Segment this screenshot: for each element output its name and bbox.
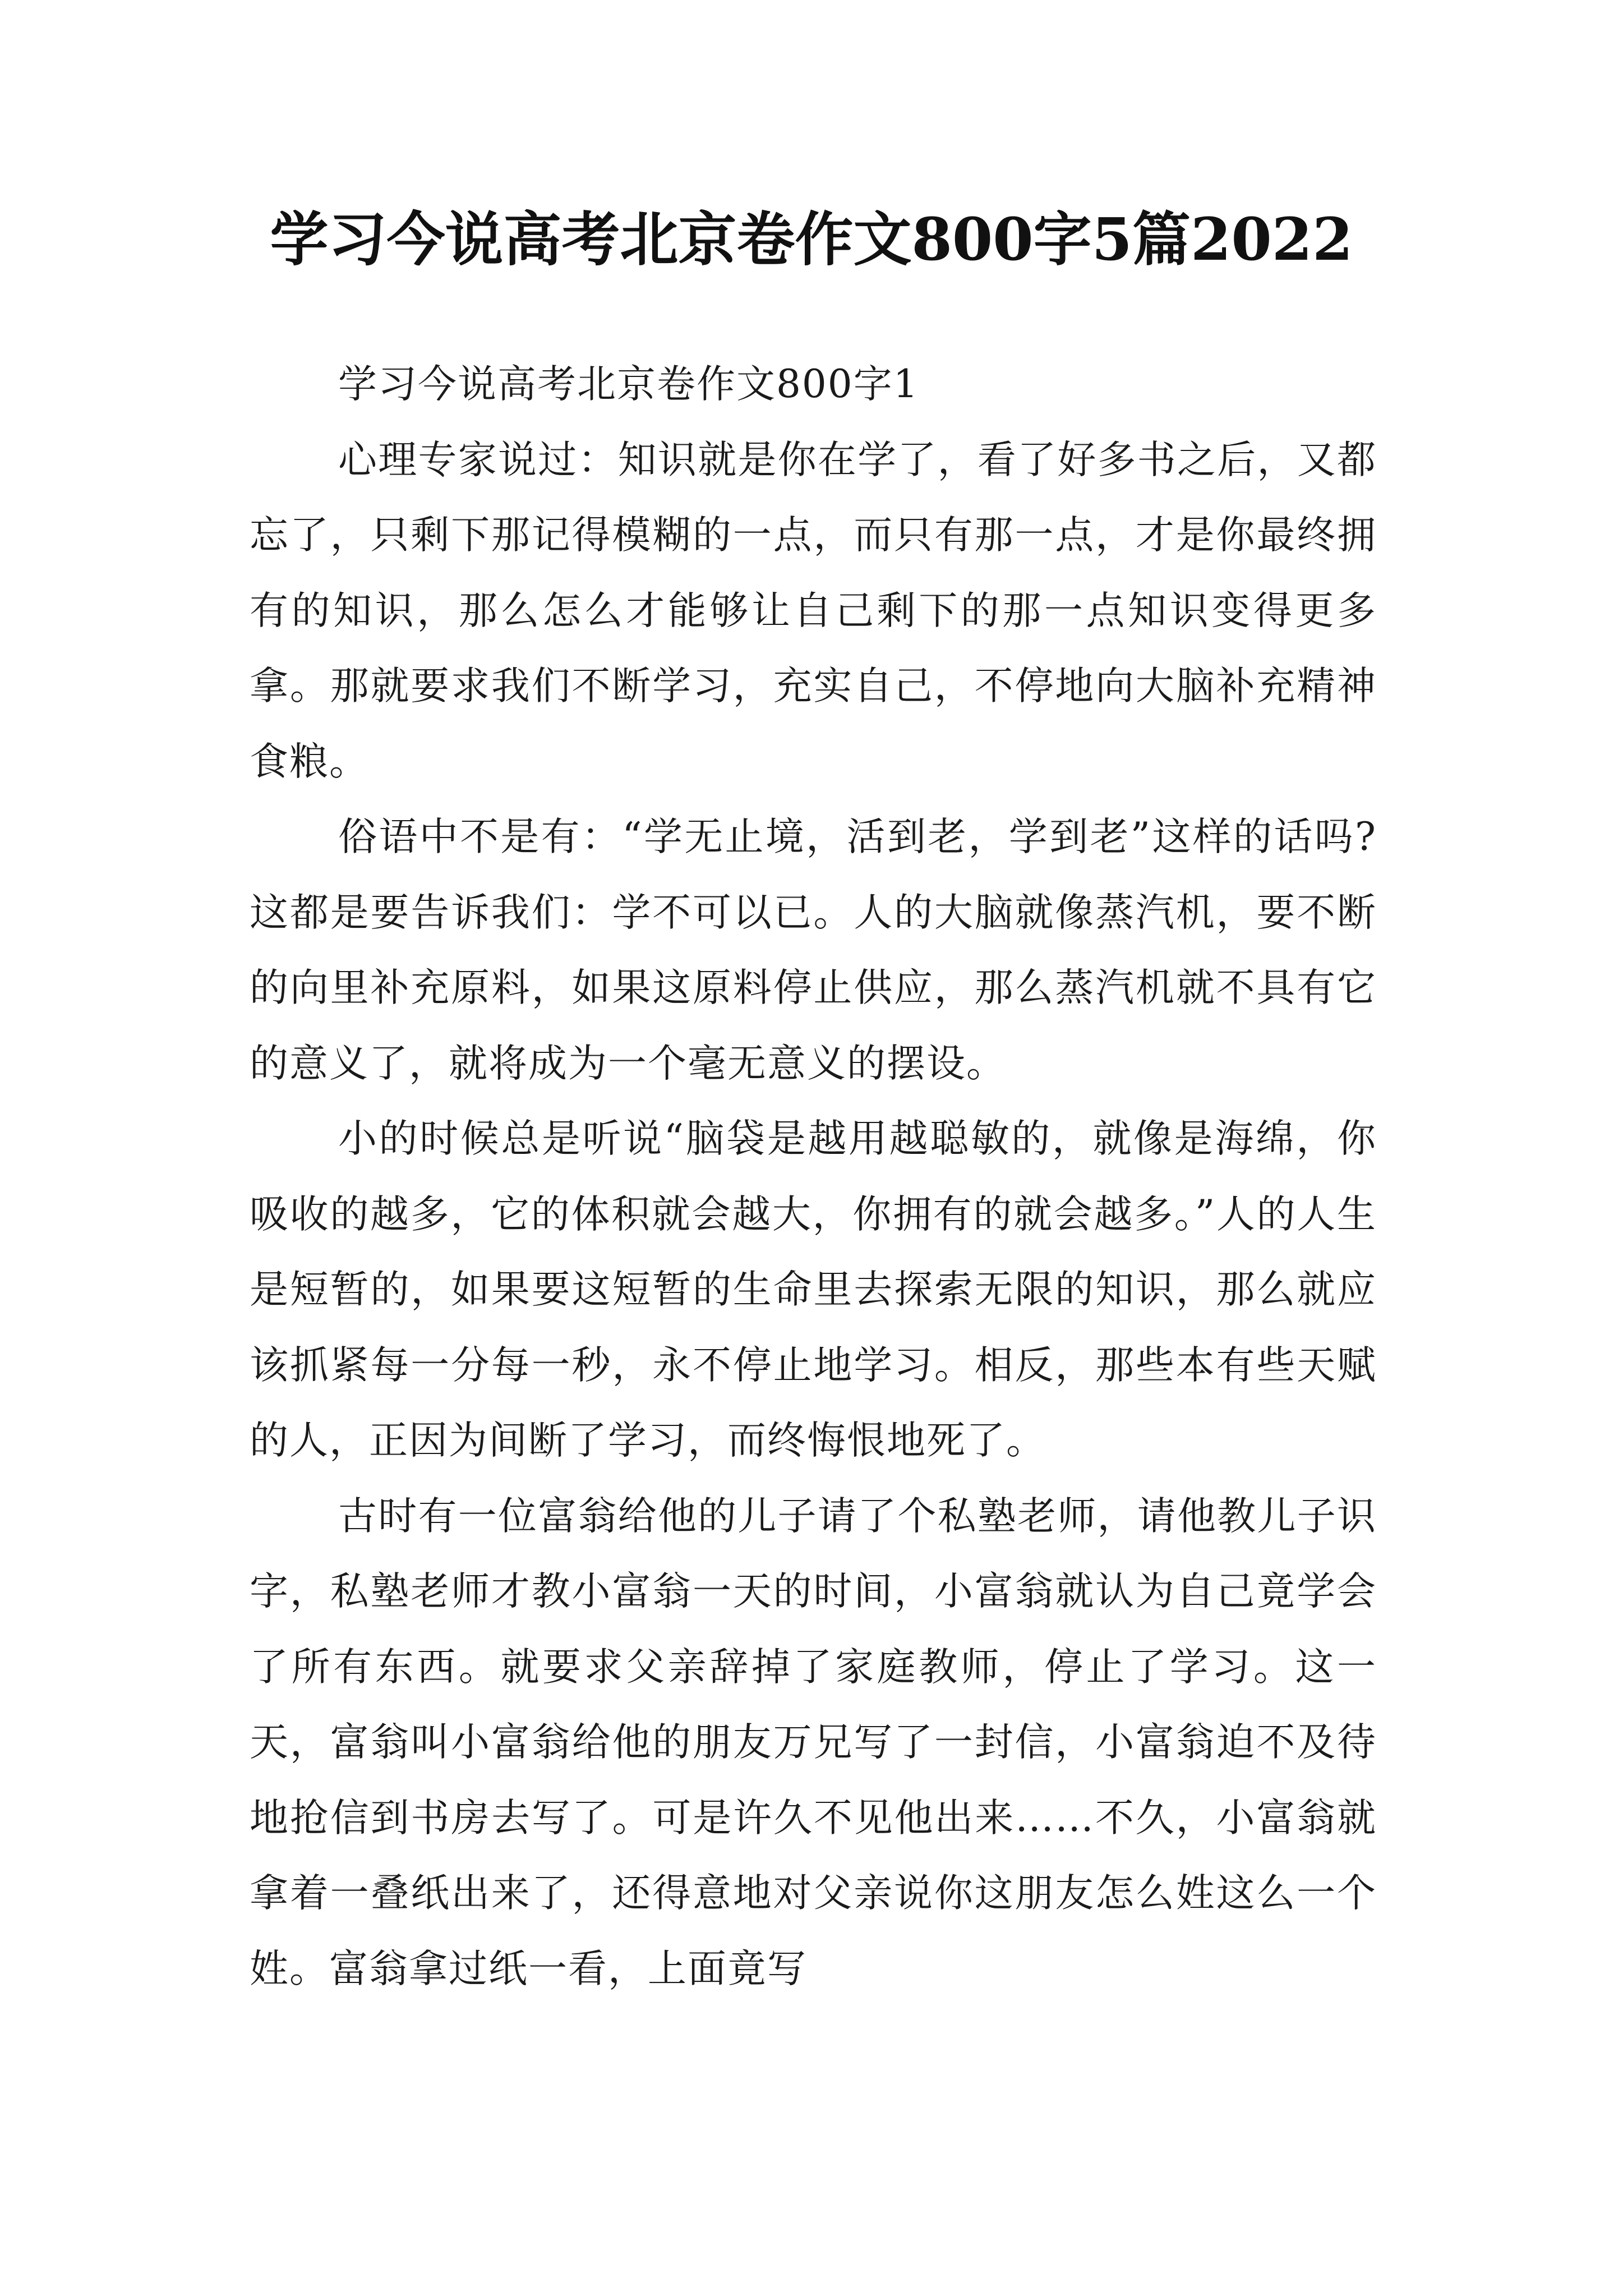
paragraph-1: 心理专家说过：知识就是你在学了，看了好多书之后，又都忘了，只剩下那记得模糊的一点，而只有那一点，才是你最终拥有的知识，那么怎么才能够让自己剩下的那一点知识变得更多拿。那就要求我们不断学习，充实自己，不停地向大脑补充精神食粮。 (250, 437, 1377, 784)
paragraph-2: 俗语中不是有：“学无止境，活到老，学到老”这样的话吗?这都是要告诉我们：学不可以已。人的大脑就像蒸汽机，要不断的向里补充原料，如果这原料停止供应，那么蒸汽机就不具有它的意义了，就将成为一个毫无意义的摆设。 (250, 815, 1377, 1086)
document-title: 学习今说高考北京卷作文800字5篇2022 (270, 205, 1353, 274)
paragraph-3: 小的时候总是听说“脑袋是越用越聪敏的，就像是海绵，你吸收的越多，它的体积就会越大，你拥有的就会越多。”人的人生是短暂的，如果要这短暂的生命里去探索无限的知识，那么就应该抓紧每一分每一秒，永不停止地学习。相反，那些本有些天赋的人，正因为间断了学习，而终悔恨地死了。 (250, 1116, 1377, 1463)
document-body (250, 347, 1377, 2007)
section-heading: 学习今说高考北京卷作文800字1 (338, 362, 919, 407)
paragraph-4: 古时有一位富翁给他的儿子请了个私塾老师，请他教儿子识字，私塾老师才教小富翁一天的时间，小富翁就认为自己竟学会了所有东西。就要求父亲辞掉了家庭教师，停止了学习。这一天，富翁叫小富翁给他的朋友万兄写了一封信，小富翁迫不及待地抢信到书房去写了。可是许久不见他出来……不久，小富翁就拿着一叠纸出来了，还得意地对父亲说你这朋友怎么姓这么一个姓。富翁拿过纸一看，上面竟写 (250, 1493, 1377, 1991)
